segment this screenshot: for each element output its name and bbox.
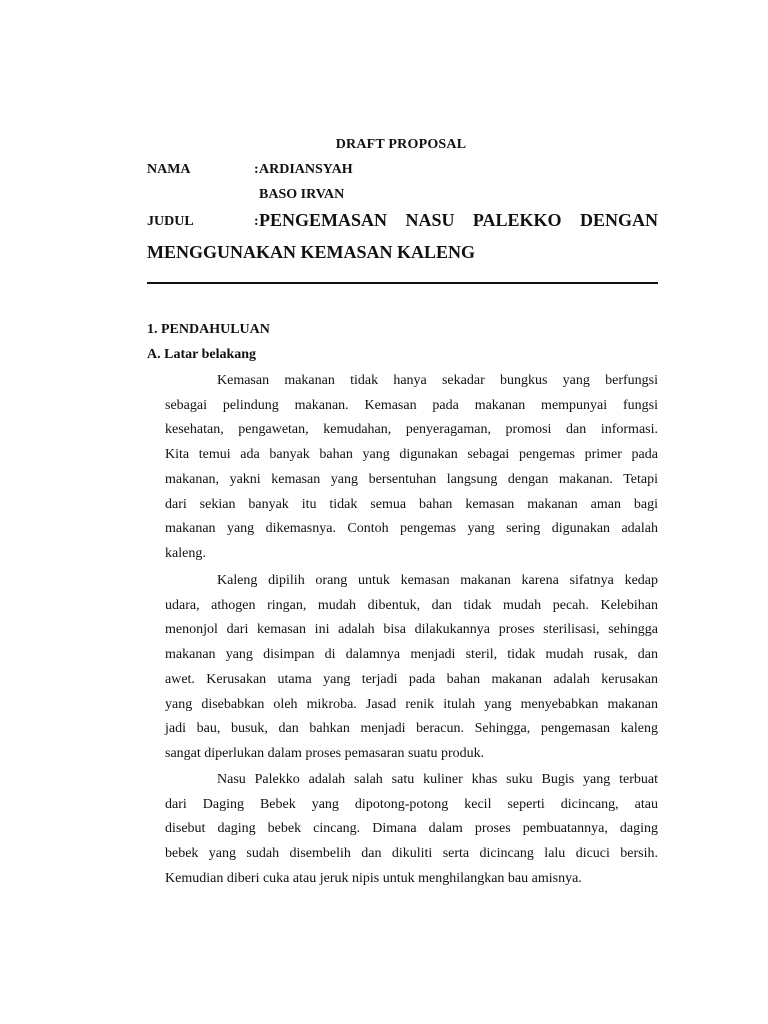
paragraph-3 — [165, 768, 658, 892]
judul-label: JUDUL — [147, 214, 194, 229]
paragraph-line: makanan yang disimpan di dalamnya menjadi steril, tidak mudah rusak, dan — [165, 647, 658, 663]
paragraph-line: sangat diperlukan dalam proses pemasaran suatu produk. — [165, 745, 485, 761]
paragraph-line: makanan, yakni kemasan yang bersentuhan langsung dengan makanan. Tetapi — [165, 471, 658, 487]
paragraph-line: Nasu Palekko adalah salah satu kuliner khas suku Bugis yang terbuat — [217, 772, 658, 787]
paragraph-line: sebagai pelindung makanan. Kemasan pada makanan mempunyai fungsi — [165, 397, 658, 413]
judul-line-2: MENGGUNAKAN KEMASAN KALENG — [147, 242, 476, 262]
paragraph-2 — [165, 569, 658, 767]
header-divider — [147, 282, 658, 284]
paragraph-line: dari Daging Bebek yang dipotong-potong kecil seperti dicincang, atau — [165, 796, 658, 812]
paragraph-line: bebek yang sudah disembelih dan dikuliti serta dicincang lalu dicuci bersih. — [165, 846, 658, 862]
judul-line-1: PENGEMASAN NASU PALEKKO DENGAN — [259, 210, 658, 230]
paragraph-line: dari sekian banyak itu tidak semua bahan kemasan makanan aman bagi — [165, 496, 658, 512]
paragraph-line: makanan yang dikemasnya. Contoh pengemas yang sering digunakan adalah — [165, 521, 658, 537]
paragraph-line: Kita temui ada banyak bahan yang digunakan sebagai pengemas primer pada — [165, 447, 658, 463]
nama-value-2: BASO IRVAN — [259, 187, 345, 202]
document-title: DRAFT PROPOSAL — [335, 137, 467, 152]
judul-colon: : — [254, 214, 259, 229]
paragraph-line: kaleng. — [165, 545, 206, 561]
section-heading: 1. PENDAHULUAN — [147, 322, 270, 337]
nama-colon: : — [254, 162, 259, 177]
paragraph-line: jadi bau, busuk, dan bahkan menjadi beracun. Sehingga, pengemasan kaleng — [165, 721, 658, 737]
paragraph-line: menonjol dari kemasan ini adalah bisa dilakukannya proses sterilisasi, sehingga — [165, 622, 658, 638]
paragraph-line: yang disebabkan oleh mikroba. Jasad renik itulah yang menyebabkan makanan — [165, 696, 658, 712]
nama-value-1: ARDIANSYAH — [259, 162, 353, 177]
nama-label: NAMA — [147, 162, 191, 177]
subsection-heading: A. Latar belakang — [147, 347, 257, 362]
paragraph-line: udara, athogen ringan, mudah dibentuk, dan tidak mudah pecah. Kelebihan — [165, 597, 658, 613]
paragraph-line: awet. Kerusakan utama yang terjadi pada bahan makanan adalah kerusakan — [165, 671, 658, 687]
paragraph-line: Kemasan makanan tidak hanya sekadar bungkus yang berfungsi — [217, 373, 658, 388]
paragraph-line: Kemudian diberi cuka atau jeruk nipis untuk menghilangkan bau amisnya. — [165, 870, 582, 886]
paragraph-line: disebut daging bebek cincang. Dimana dalam proses pembuatannya, daging — [165, 821, 658, 837]
paragraph-line: kesehatan, pengawetan, kemudahan, penyeragaman, promosi dan informasi. — [165, 422, 658, 438]
paragraph-line: Kaleng dipilih orang untuk kemasan makanan karena sifatnya kedap — [217, 573, 658, 588]
paragraph-1 — [165, 369, 658, 567]
